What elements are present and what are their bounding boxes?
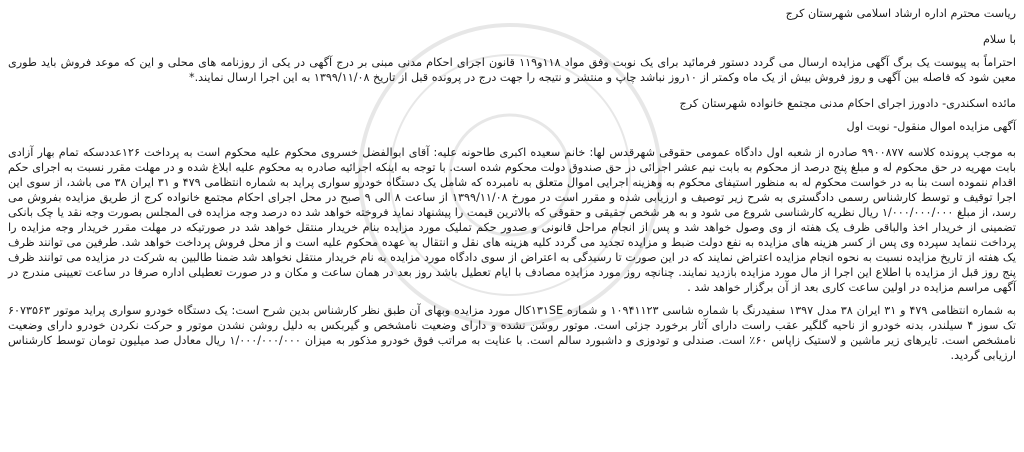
letter-greeting: با سلام xyxy=(982,33,1016,46)
letter-recipient: ریاست محترم اداره ارشاد اسلامی شهرستان کرج xyxy=(785,7,1016,20)
notice-title: آگهی مزایده اموال منقول- نوبت اول xyxy=(846,120,1016,133)
letter-signatory: مائده اسکندری- دادورز اجرای احکام مدنی مجتمع خانواده شهرستان کرج xyxy=(679,97,1016,110)
item-description-paragraph: به شماره انتظامی ۴۷۹ و ۳۱ ایران ۳۸ مدل ۱۳۹۷ سفیدرنگ با شماره شاسی ۱۰۹۴۱۱۲۳ و شماره ۱۳۱SEکال مورد مزایده وبهای آن طبق نظر کارشناس بدین شرح است: یک دستگاه خودرو سواری پراید موتور ۶۰۷۳۵۶۳ تک سوز ۴ سیلندر، بدنه خودرو از ناحیه گلگیر عقب راست دارای آثار برخورد جزئی است. موتور روشن نشده و دارای وضعیت نامشخص و گیربکس به دلیل روشن نشدن موتور و حرکت نکردن خودرو دارای وضعیت نامشخص است. تایرهای زیر ماشین و لاستیک زاپاس ۶۰٪ است. صندلی و تودوزی و داشبورد سالم است. با عنایت به مراتب فوق خودرو مذکور به میزان ۱/۰۰۰/۰۰۰/۰۰۰ ریال معادل صد میلیون تومان توسط کارشناس ارزیابی گردید. xyxy=(8,304,1017,362)
document-page xyxy=(8,6,1016,450)
letter-intro-paragraph: احتراماً به پیوست یک برگ آگهی مزایده ارسال می گردد دستور فرمائید برای یک نوبت وفق مواد ۱۱۸و۱۱۹ قانون اجرای احکام مدنی مبنی بر درج آگهی در یکی از روزنامه های محلی و این که موعد فروش باید طوری معین شود که فاصله بین آگهی و روز فروش بیش از یک ماه وکمتر از ۱۰روز نباشد چاپ و منتشر و نتیجه را جهت درج در پرونده قبل از تاریخ ۱۳۹۹/۱۱/۰۸ به این اجرا ارسال نمایند.* xyxy=(8,56,1016,84)
notice-body-paragraph: به موجب پرونده کلاسه ۹۹۰۰۸۷۷ صادره از شعبه اول دادگاه عمومی حقوقی شهرقدس لها: خانم سعیده اکبری طاحونه علیه: آقای ابوالفضل خسروی محکوم علیه محکوم است به پرداخت ۱۲۶عددسکه تمام بهار آزادی بابت مهریه در حق محکوم له و مبلغ پنج درصد از محکوم به بابت نیم عشر اجرائی در حق صندوق دولت محکوم شده است. با توجه به اینکه اجرائیه صادره به محکوم علیه ابلاغ شده و در مهلت مقرر نسبت به اجرای حکم اقدام ننموده است بنا به در خواست محکوم له به منظور استیفای محکوم به وهزینه اجرایی اموال متعلق به نامبرده که شامل یک دستگاه خودرو سواری پراید به شماره انتظامی ۴۷۹ و ۳۱ ایران ۳۸ می باشد، از سوی این اجرا توقیف و توسط کارشناس رسمی دادگستری به شرح زیر توصیف و ارزیابی شده و مقرر است در مورخ ۱۳۹۹/۱۱/۰۸ از ساعت ۸ الی ۹ صبح در محل اجرای احکام مجتمع خانواده کرج از طریق مزایده بفروش می رسد، از مبلغ ۱/۰۰۰/۰۰۰/۰۰۰ ریال نظریه کارشناسی شروع می شود و به هر شخص حقیقی و حقوقی که بالاترین قیمت را پیشنهاد نماید فروخته خواهد شد ده درصد وجه مزایده فی المجلس بصورت وجه نقد یا چک بانکی تضمینی از خریدار اخذ والباقی ظرف یک هفته از وی وصول خواهد شد و پس از انجام مراحل قانونی و صدور حکم تملیک مورد مزایده بنام خریدار منتقل خواهد شد در صورتیکه در مهلت مقرر خریدار وجه مزایده را پرداخت ننماید سپرده وی پس از کسر هزینه های مزایده به نفع دولت ضبط و مزایده تجدید می گردد کلیه هزینه های نقل و انتقال به عهده محکوم علیه است و از محل فروش پرداخت خواهد شد. طرفین می توانند ظرف یک هفته از تاریخ مزایده نسبت به نحوه انجام مزایده اعتراض نمایند که در این صورت تا رسیدگی به اعتراض از سوی دادگاه مورد مزایده به نام خریدار منتقل نخواهد شد ضمنا طالبین به شرکت در مزایده می توانند ظرف پنج روز قبل از مزایده با اطلاع این اجرا از مال مورد مزایده بازدید نمایند. چنانچه روز مورد مزایده مصادف با ایام تعطیل باشد روز بعد در همان ساعت و مکان و در صورت تعطیلی اداره صرفا در ساعت تعیینی مندرج در آگهی مراسم مزایده در اولین ساعت کاری بعد از آن برگزار خواهد شد . xyxy=(8,146,1017,294)
